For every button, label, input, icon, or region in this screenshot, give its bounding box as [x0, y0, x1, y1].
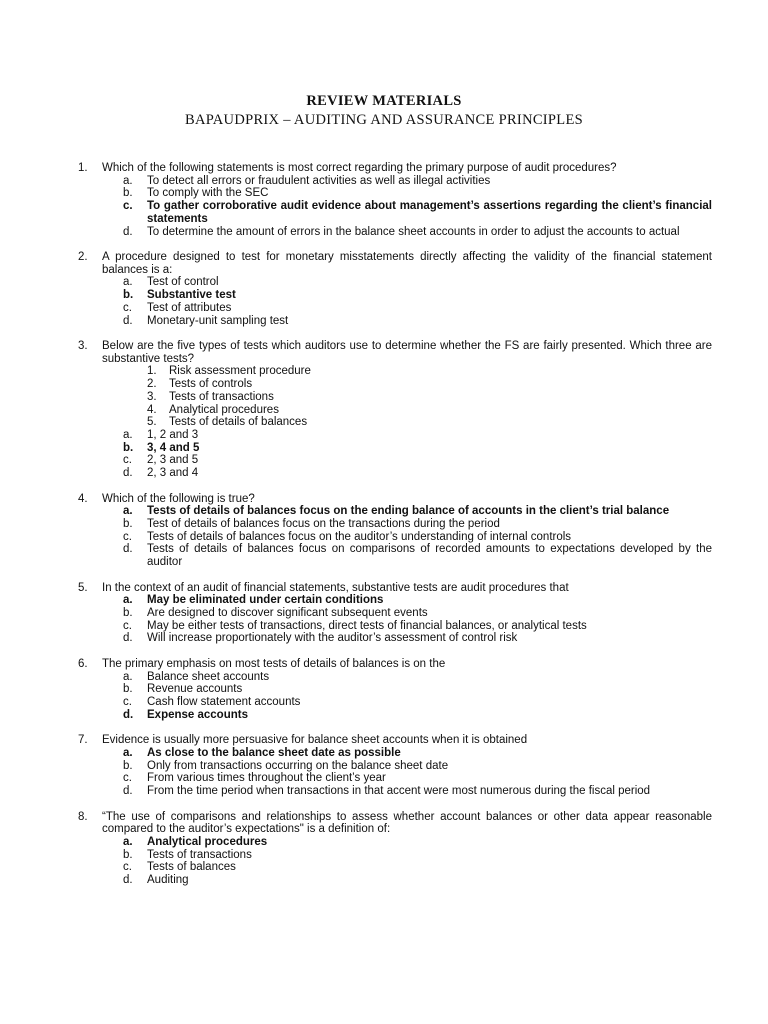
option-letter: a. — [123, 746, 133, 759]
option-text: Revenue accounts — [147, 683, 243, 696]
question-number: 8. — [78, 810, 88, 823]
statement-item — [78, 404, 712, 417]
question-item — [78, 811, 712, 887]
option-letter: d. — [123, 785, 133, 798]
option-text: May be either tests of transactions, direct tests of financial balances, or analytical tests — [147, 619, 587, 632]
option-letter: d. — [123, 543, 133, 556]
statement-text: Analytical procedures — [169, 403, 279, 416]
option-text: Analytical procedures — [147, 835, 268, 848]
option-letter: c. — [123, 200, 133, 213]
question-item — [78, 734, 712, 798]
option-text: Monetary-unit sampling test — [147, 314, 289, 327]
question-text: A procedure designed to test for monetary misstatements directly affecting the validity of the financial statement balances is a: — [102, 251, 712, 276]
statement-item — [78, 378, 712, 391]
option-text: Expense accounts — [147, 708, 248, 721]
option-letter: a. — [123, 428, 133, 441]
question-text: Which of the following statements is most correct regarding the primary purpose of audit procedures? — [102, 162, 617, 174]
question-text: Evidence is usually more persuasive for balance sheet accounts when it is obtained — [102, 734, 528, 747]
option-text: Cash flow statement accounts — [147, 696, 301, 708]
question-item — [78, 340, 712, 480]
answer-option — [78, 620, 712, 633]
answer-option — [78, 772, 712, 785]
question-number: 4. — [78, 492, 88, 505]
option-text: Auditing — [147, 874, 189, 887]
option-text: 2, 3 and 4 — [147, 467, 199, 480]
question-item — [78, 162, 712, 238]
option-text: Tests of details of balances focus on comparisons of recorded amounts to expectations developed by the auditor — [147, 543, 712, 569]
question-text: “The use of comparisons and relationships to assess whether account balances or other data appear reasonable compared to the auditor’s expectations" is a definition of: — [102, 810, 712, 836]
question-item — [78, 658, 712, 722]
statement-text: Tests of transactions — [169, 390, 274, 403]
option-letter: a. — [123, 505, 133, 518]
document-subtitle: BAPAUDPRIX – AUDITING AND ASSURANCE PRINCIPLES — [185, 112, 583, 128]
statement-number: 2. — [147, 378, 157, 391]
answer-option — [78, 315, 712, 328]
question-stem — [78, 340, 712, 365]
answer-option-correct — [78, 505, 712, 518]
option-letter: c. — [123, 772, 132, 785]
answer-option — [78, 861, 712, 874]
answer-option-correct — [78, 200, 712, 225]
statement-text: Tests of controls — [169, 378, 253, 391]
statement-number: 1. — [147, 365, 157, 378]
question-text: The primary emphasis on most tests of details of balances is on the — [102, 657, 446, 670]
answer-option — [78, 175, 712, 188]
option-letter: c. — [123, 530, 132, 543]
answer-option-correct — [78, 442, 712, 455]
statement-item — [78, 416, 712, 429]
answer-option-correct — [78, 836, 712, 849]
option-letter: a. — [123, 670, 133, 683]
option-letter: c. — [123, 861, 132, 874]
answer-option — [78, 429, 712, 442]
answer-option — [78, 531, 712, 544]
option-letter: d. — [123, 632, 133, 645]
question-text: In the context of an audit of financial statements, substantive tests are audit procedures that — [102, 581, 569, 594]
answer-option — [78, 302, 712, 315]
option-letter: b. — [123, 187, 133, 200]
answer-option — [78, 696, 712, 709]
option-text: Tests of transactions — [147, 848, 252, 861]
option-text: From the time period when transactions in that accent were most numerous during the fiscal period — [147, 785, 651, 798]
option-text: Substantive test — [147, 289, 236, 302]
question-text: Below are the five types of tests which auditors use to determine whether the FS are fairly presented. Which three are substantive tests? — [102, 340, 712, 365]
question-number: 7. — [78, 734, 88, 747]
option-letter: c. — [123, 301, 132, 314]
answer-option — [78, 760, 712, 773]
option-text: Test of attributes — [147, 301, 232, 314]
option-text: Are designed to discover significant subsequent events — [147, 606, 428, 619]
option-text: Tests of balances — [147, 861, 236, 874]
answer-option — [78, 874, 712, 887]
option-letter: d. — [123, 225, 133, 238]
option-letter: d. — [123, 314, 133, 327]
option-text: Will increase proportionately with the auditor’s assessment of control risk — [147, 632, 518, 645]
statement-text: Risk assessment procedure — [169, 365, 311, 378]
answer-option — [78, 671, 712, 684]
answer-option — [78, 276, 712, 289]
option-letter: a. — [123, 835, 133, 848]
answer-option — [78, 518, 712, 531]
option-letter: d. — [123, 708, 134, 721]
answer-option — [78, 632, 712, 645]
question-number: 5. — [78, 581, 88, 594]
answer-option-correct — [78, 594, 712, 607]
option-text: Test of details of balances focus on the transactions during the period — [147, 517, 500, 530]
option-letter: c. — [123, 696, 132, 708]
statement-item — [78, 391, 712, 404]
option-letter: c. — [123, 454, 132, 467]
answer-option — [78, 226, 712, 239]
answer-option — [78, 454, 712, 467]
statement-number: 4. — [147, 403, 157, 416]
question-text: Which of the following is true? — [102, 492, 255, 505]
answer-option — [78, 467, 712, 480]
question-stem — [78, 811, 712, 836]
question-item — [78, 582, 712, 646]
statement-item — [78, 365, 712, 378]
option-letter: b. — [123, 683, 133, 696]
question-number: 1. — [78, 162, 88, 174]
answer-option — [78, 785, 712, 798]
option-letter: b. — [123, 606, 133, 619]
option-letter: d. — [123, 467, 133, 480]
option-letter: a. — [123, 276, 133, 289]
option-text: Balance sheet accounts — [147, 670, 270, 683]
answer-option — [78, 683, 712, 696]
option-text: Only from transactions occurring on the balance sheet date — [147, 759, 449, 772]
statement-text: Tests of details of balances — [169, 416, 308, 429]
option-text: May be eliminated under certain conditions — [147, 594, 384, 607]
option-text: Tests of details of balances focus on the ending balance of accounts in the client’s trial balance — [147, 505, 670, 518]
question-number: 2. — [78, 251, 88, 264]
question-stem — [78, 162, 712, 175]
question-stem — [78, 493, 712, 506]
statement-number: 3. — [147, 390, 157, 403]
option-letter: b. — [123, 517, 133, 530]
option-text: Test of control — [147, 276, 219, 289]
answer-option — [78, 187, 712, 200]
question-item — [78, 251, 712, 327]
option-letter: d. — [123, 874, 133, 887]
option-text: To comply with the SEC — [147, 187, 269, 200]
question-list — [78, 162, 712, 900]
answer-option-correct — [78, 289, 712, 302]
option-text: From various times throughout the client’s year — [147, 772, 386, 785]
document-title: REVIEW MATERIALS — [306, 93, 462, 109]
option-letter: b. — [123, 441, 134, 454]
answer-option-correct — [78, 747, 712, 760]
question-stem — [78, 734, 712, 747]
option-letter: a. — [123, 594, 133, 607]
option-letter: b. — [123, 759, 133, 772]
document-header — [0, 93, 768, 129]
option-text: To detect all errors or fraudulent activities as well as illegal activities — [147, 174, 491, 187]
question-number: 6. — [78, 657, 88, 670]
option-letter: b. — [123, 289, 134, 302]
answer-option-correct — [78, 709, 712, 722]
option-text: As close to the balance sheet date as possible — [147, 746, 401, 759]
option-text: 3, 4 and 5 — [147, 441, 200, 454]
option-text: 2, 3 and 5 — [147, 454, 199, 467]
option-letter: a. — [123, 174, 133, 187]
option-text: To determine the amount of errors in the balance sheet accounts in order to adjust the accounts to actual — [147, 225, 680, 238]
question-stem — [78, 582, 712, 595]
statement-number: 5. — [147, 416, 157, 429]
answer-option — [78, 849, 712, 862]
answer-option — [78, 607, 712, 620]
option-text: Tests of details of balances focus on the auditor’s understanding of internal controls — [147, 530, 572, 543]
option-letter: b. — [123, 848, 133, 861]
option-letter: c. — [123, 619, 132, 632]
question-item — [78, 493, 712, 569]
option-text: To gather corroborative audit evidence about management’s assertions regarding the client’s financial statements — [147, 200, 712, 225]
answer-option — [78, 543, 712, 568]
question-stem — [78, 658, 712, 671]
question-number: 3. — [78, 340, 88, 353]
question-stem — [78, 251, 712, 276]
option-text: 1, 2 and 3 — [147, 428, 199, 441]
